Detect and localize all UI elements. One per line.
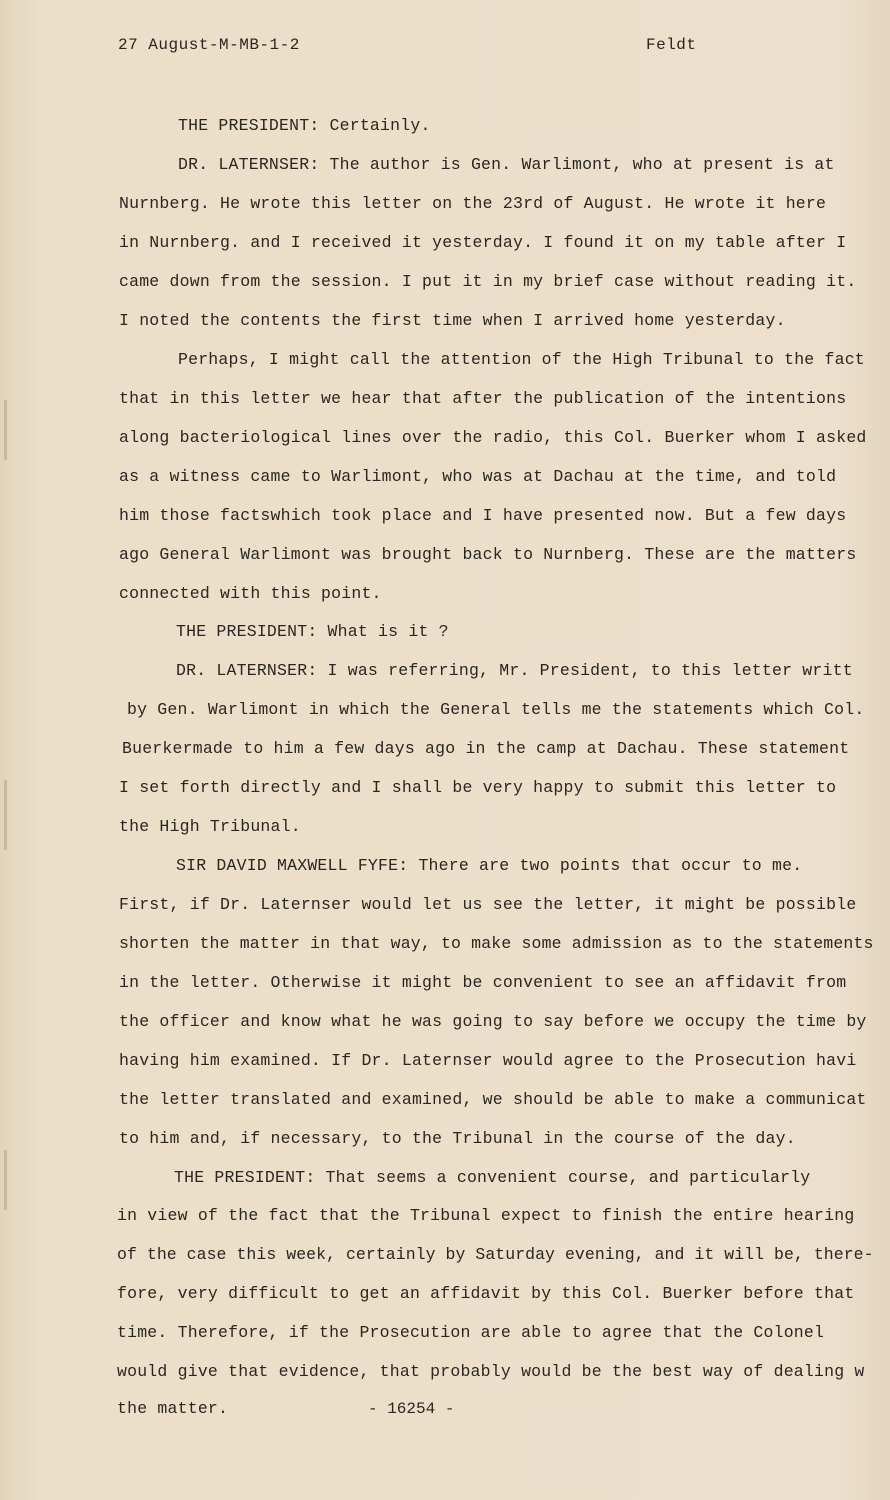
text-line: the High Tribunal. <box>119 817 301 836</box>
text-line: the matter. <box>117 1399 229 1418</box>
text-line: fore, very difficult to get an affidavit by this Col. Buerker before that <box>117 1284 855 1303</box>
text-line: having him examined. If Dr. Laternser would agree to the Prosecution havi <box>119 1051 857 1070</box>
text-line: SIR DAVID MAXWELL FYFE: There are two points that occur to me. <box>176 856 803 875</box>
text-line: Buerkermade to him a few days ago in the camp at Dachau. These statement <box>122 739 850 758</box>
text-line: by Gen. Warlimont in which the General tells me the statements which Col. <box>127 700 865 719</box>
header-reporter: Feldt <box>646 36 697 54</box>
text-line: First, if Dr. Laternser would let us see the letter, it might be possible <box>119 895 857 914</box>
text-line: the letter translated and examined, we should be able to make a communicat <box>119 1090 867 1109</box>
text-line: connected with this point. <box>119 584 382 603</box>
page-edge-mark <box>4 1150 7 1210</box>
text-line: I noted the contents the first time when I arrived home yesterday. <box>119 311 786 330</box>
text-line: THE PRESIDENT: Certainly. <box>178 116 431 135</box>
text-line: in the letter. Otherwise it might be convenient to see an affidavit from <box>119 973 847 992</box>
text-line: the officer and know what he was going to say before we occupy the time by <box>119 1012 867 1031</box>
header-reference: 27 August-M-MB-1-2 <box>118 36 300 54</box>
text-line: DR. LATERNSER: The author is Gen. Warlimont, who at present is at <box>178 155 835 174</box>
text-line: THE PRESIDENT: What is it ? <box>176 622 449 641</box>
text-line: ago General Warlimont was brought back to Nurnberg. These are the matters <box>119 545 857 564</box>
page-edge-mark <box>4 780 7 850</box>
text-line: came down from the session. I put it in my brief case without reading it. <box>119 272 857 291</box>
text-line: Perhaps, I might call the attention of the High Tribunal to the fact <box>178 350 865 369</box>
text-line: DR. LATERNSER: I was referring, Mr. President, to this letter writt <box>176 661 853 680</box>
text-line: would give that evidence, that probably would be the best way of dealing w <box>117 1362 865 1381</box>
text-line: of the case this week, certainly by Saturday evening, and it will be, there- <box>117 1245 874 1264</box>
text-line: that in this letter we hear that after the publication of the intentions <box>119 389 847 408</box>
text-line: in Nurnberg. and I received it yesterday. I found it on my table after I <box>119 233 847 252</box>
text-line: time. Therefore, if the Prosecution are able to agree that the Colonel <box>117 1323 825 1342</box>
page-edge-mark <box>4 400 7 460</box>
text-line: I set forth directly and I shall be very happy to submit this letter to <box>119 778 837 797</box>
text-line: in view of the fact that the Tribunal expect to finish the entire hearing <box>117 1206 855 1225</box>
text-line: Nurnberg. He wrote this letter on the 23rd of August. He wrote it here <box>119 194 827 213</box>
text-line: THE PRESIDENT: That seems a convenient course, and particularly <box>174 1168 811 1187</box>
page-number: - 16254 - <box>368 1400 455 1418</box>
text-line: along bacteriological lines over the radio, this Col. Buerker whom I asked <box>119 428 867 447</box>
text-line: to him and, if necessary, to the Tribunal in the course of the day. <box>119 1129 796 1148</box>
text-line: him those factswhich took place and I have presented now. But a few days <box>119 506 847 525</box>
text-line: shorten the matter in that way, to make some admission as to the statements <box>119 934 874 953</box>
text-line: as a witness came to Warlimont, who was at Dachau at the time, and told <box>119 467 837 486</box>
